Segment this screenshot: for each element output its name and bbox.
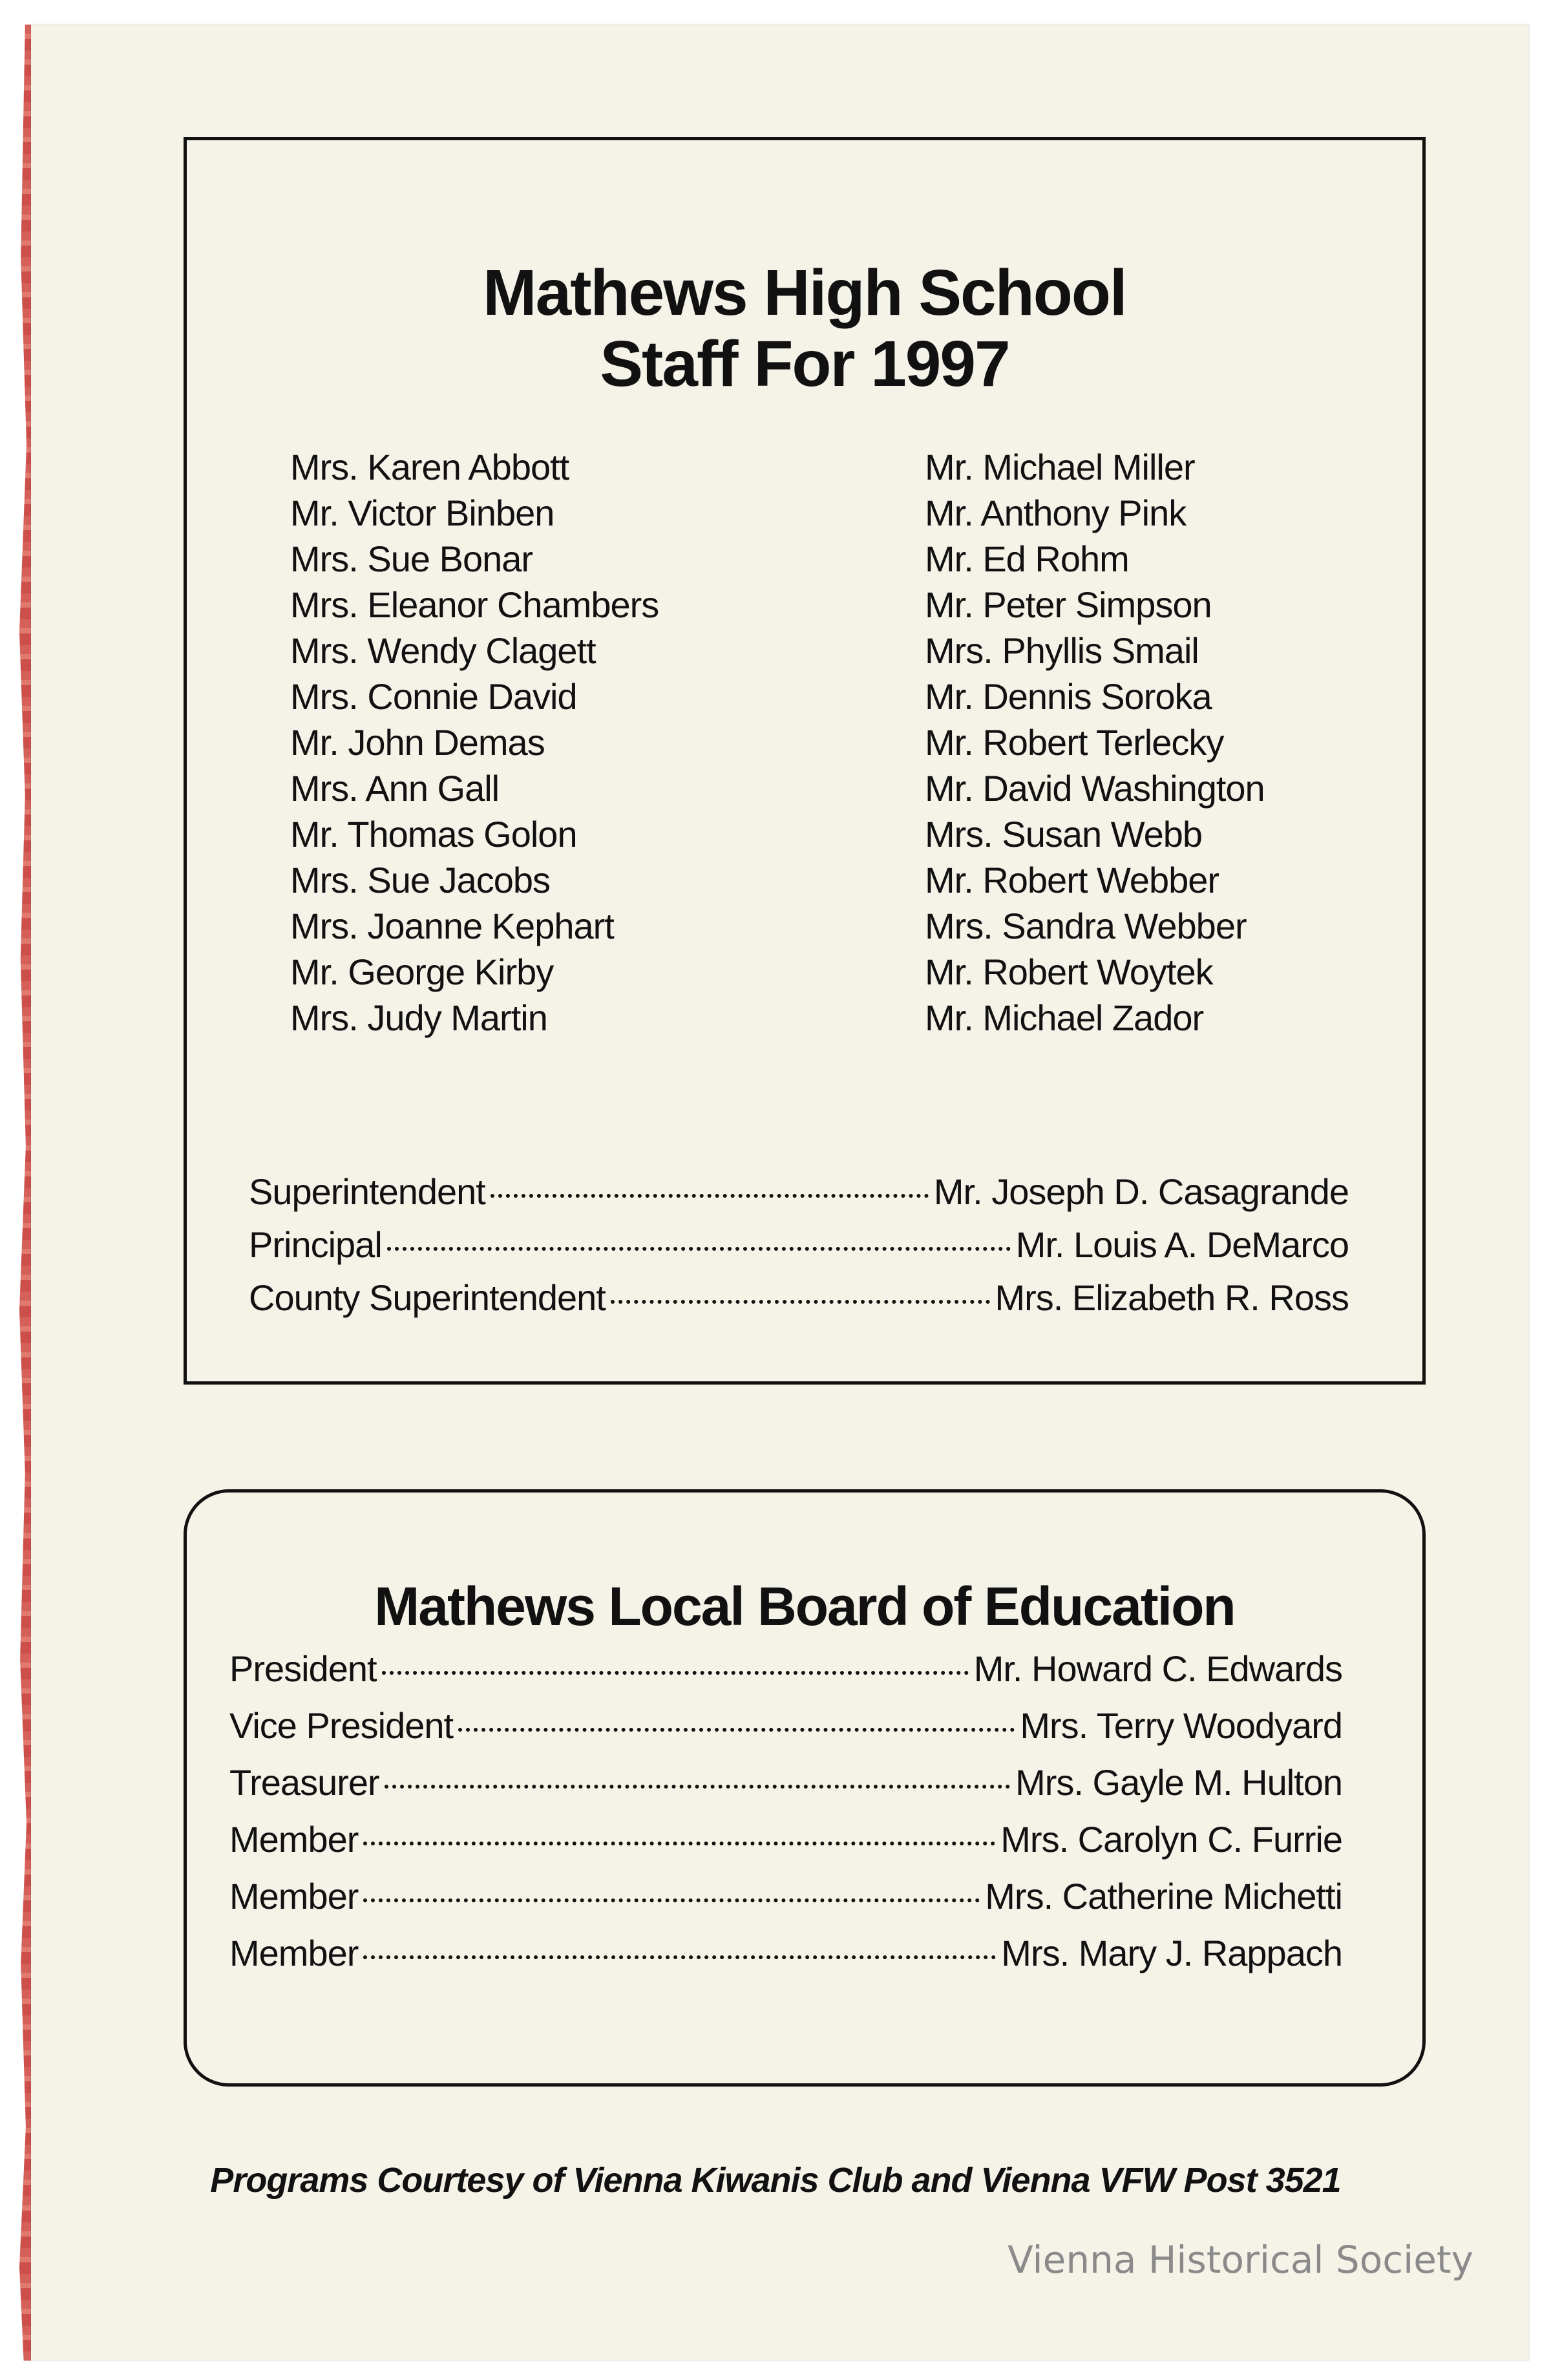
board-role: Member — [229, 1933, 359, 1973]
leader-dots — [363, 1898, 980, 1902]
staff-name: Mrs. Phyllis Smail — [925, 630, 1199, 671]
staff-name: Mrs. Ann Gall — [290, 768, 500, 809]
staff-name: Mr. Thomas Golon — [290, 814, 577, 855]
officer-name: Mrs. Elizabeth R. Ross — [995, 1277, 1349, 1318]
leader-dots — [458, 1728, 1015, 1732]
board-name: Mrs. Catherine Michetti — [985, 1876, 1342, 1917]
board-row — [229, 1705, 1342, 1761]
board-role: Member — [229, 1819, 359, 1860]
officer-role: Principal — [249, 1224, 382, 1265]
staff-name: Mrs. Sue Bonar — [290, 538, 533, 579]
staff-title-line2: Staff For 1997 — [600, 328, 1009, 400]
board-name: Mr. Howard C. Edwards — [973, 1648, 1342, 1689]
leader-dots — [387, 1247, 1011, 1251]
staff-section — [184, 137, 1426, 1385]
board-row — [229, 1932, 1342, 1989]
leader-dots — [363, 1842, 995, 1845]
board-name: Mrs. Mary J. Rappach — [1001, 1933, 1342, 1973]
staff-name: Mr. Robert Webber — [925, 860, 1219, 900]
watermark: Vienna Historical Society — [1008, 2238, 1473, 2282]
leader-dots — [491, 1194, 929, 1198]
staff-name: Mr. Michael Miller — [925, 447, 1195, 487]
staff-name: Mr. Victor Binben — [290, 493, 554, 533]
staff-name: Mrs. Sue Jacobs — [290, 860, 551, 900]
sponsor-footer: Programs Courtesy of Vienna Kiwanis Club and Vienna VFW Post 3521 — [210, 2161, 1341, 2200]
board-role: Member — [229, 1876, 359, 1917]
board-section — [184, 1489, 1426, 2087]
board-title: Mathews Local Board of Education — [374, 1576, 1235, 1637]
staff-title-line1: Mathews High School — [483, 257, 1126, 329]
board-member-list — [229, 1648, 1342, 1989]
officer-name: Mr. Louis A. DeMarco — [1015, 1224, 1349, 1265]
leader-dots — [611, 1300, 990, 1304]
staff-name: Mrs. Eleanor Chambers — [290, 584, 659, 625]
board-role: Vice President — [229, 1705, 454, 1746]
leader-dots — [363, 1955, 996, 1959]
staff-name: Mrs. Susan Webb — [925, 814, 1203, 855]
staff-name: Mr. Anthony Pink — [925, 493, 1187, 533]
staff-name: Mr. Dennis Soroka — [925, 676, 1212, 717]
officer-role: County Superintendent — [249, 1277, 606, 1318]
staff-name: Mr. Robert Terlecky — [925, 722, 1224, 763]
staff-name: Mr. Peter Simpson — [925, 584, 1212, 625]
officer-row — [249, 1277, 1349, 1330]
board-name: Mrs. Carolyn C. Furrie — [1000, 1819, 1342, 1860]
staff-list-left — [290, 444, 659, 1041]
staff-list-right — [925, 444, 1265, 1041]
staff-name: Mrs. Joanne Kephart — [290, 906, 614, 946]
board-row — [229, 1761, 1342, 1818]
staff-name: Mrs. Sandra Webber — [925, 906, 1247, 946]
staff-name: Mrs. Wendy Clagett — [290, 630, 596, 671]
staff-name: Mr. Ed Rohm — [925, 538, 1129, 579]
board-role: Treasurer — [229, 1762, 379, 1803]
administration-list — [249, 1171, 1349, 1330]
board-row — [229, 1818, 1342, 1875]
staff-name: Mr. George Kirby — [290, 951, 554, 992]
officer-role: Superintendent — [249, 1171, 485, 1212]
leader-dots — [382, 1671, 969, 1675]
board-role: President — [229, 1648, 377, 1689]
staff-name: Mrs. Karen Abbott — [290, 447, 569, 487]
board-name: Mrs. Gayle M. Hulton — [1015, 1762, 1342, 1803]
board-row — [229, 1648, 1342, 1705]
officer-row — [249, 1171, 1349, 1224]
board-row — [229, 1875, 1342, 1932]
staff-name: Mrs. Judy Martin — [290, 997, 547, 1038]
staff-name: Mr. David Washington — [925, 768, 1265, 809]
officer-row — [249, 1224, 1349, 1277]
staff-name: Mr. Michael Zador — [925, 997, 1204, 1038]
officer-name: Mr. Joseph D. Casagrande — [933, 1171, 1349, 1212]
staff-name: Mr. John Demas — [290, 722, 545, 763]
leader-dots — [385, 1785, 1010, 1789]
staff-name: Mr. Robert Woytek — [925, 951, 1213, 992]
board-name: Mrs. Terry Woodyard — [1020, 1705, 1342, 1746]
staff-name: Mrs. Connie David — [290, 676, 577, 717]
